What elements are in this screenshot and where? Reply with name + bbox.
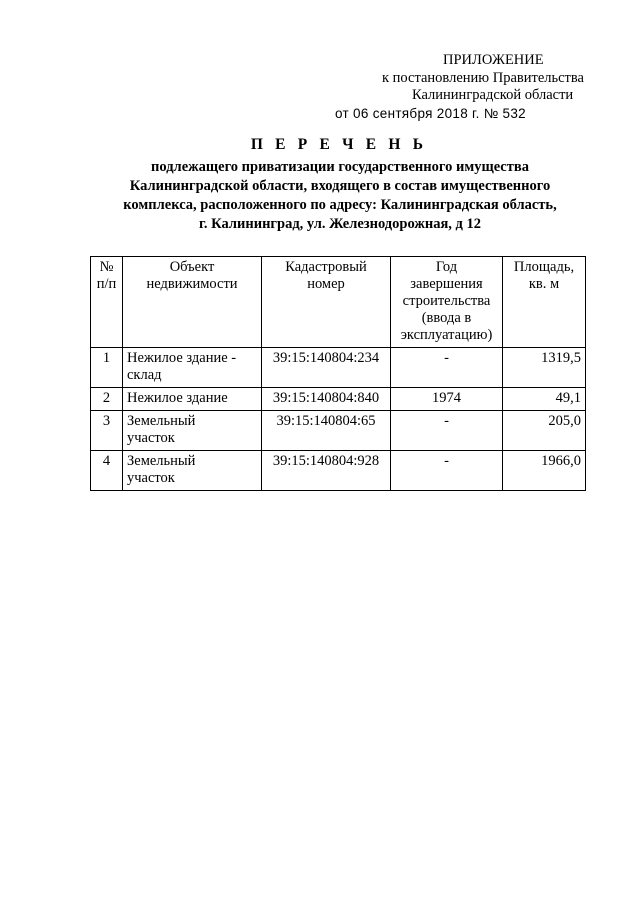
header-object: Объект недвижимости bbox=[123, 257, 262, 348]
row-area: 49,1 bbox=[503, 388, 586, 411]
header-cadastral: Кадастровый номер bbox=[262, 257, 391, 348]
row-object: Нежилое здание bbox=[123, 388, 262, 411]
title-line-2: Калининградской области, входящего в состав имущественного bbox=[129, 178, 551, 194]
row-cadastral: 39:15:140804:840 bbox=[262, 388, 391, 411]
row-object: Земельный участок bbox=[123, 451, 262, 491]
row-area: 205,0 bbox=[503, 411, 586, 451]
table-row bbox=[91, 451, 586, 491]
row-cadastral: 39:15:140804:928 bbox=[262, 451, 391, 491]
appendix-title: ПРИЛОЖЕНИЕ bbox=[443, 52, 544, 68]
row-num: 3 bbox=[91, 411, 123, 451]
header-year: Год завершения строительства (ввода в эксплуатацию) bbox=[391, 257, 503, 348]
row-year: 1974 bbox=[391, 388, 503, 411]
row-year: - bbox=[391, 451, 503, 491]
header-num: № п/п bbox=[91, 257, 123, 348]
document-title bbox=[0, 136, 640, 234]
table-row bbox=[91, 348, 586, 388]
row-num: 4 bbox=[91, 451, 123, 491]
title-heading: П Е Р Е Ч Е Н Ь bbox=[250, 136, 428, 153]
title-line-3: комплекса, расположенного по адресу: Калининградская область, bbox=[123, 197, 557, 213]
title-line-1: подлежащего приватизации государственного имущества bbox=[151, 159, 529, 175]
property-table bbox=[90, 256, 586, 491]
row-object: Нежилое здание - склад bbox=[123, 348, 262, 388]
row-num: 1 bbox=[91, 348, 123, 388]
appendix-date-number: от 06 сентября 2018 г. № 532 bbox=[335, 106, 526, 121]
title-line-4: г. Калининград, ул. Железнодорожная, д 12 bbox=[198, 216, 482, 232]
row-year: - bbox=[391, 411, 503, 451]
table-header-row bbox=[91, 257, 586, 348]
row-area: 1966,0 bbox=[503, 451, 586, 491]
row-cadastral: 39:15:140804:65 bbox=[262, 411, 391, 451]
table-row bbox=[91, 411, 586, 451]
row-num: 2 bbox=[91, 388, 123, 411]
table-row bbox=[91, 388, 586, 411]
appendix-decree-ref: к постановлению Правительства bbox=[382, 70, 584, 86]
row-object: Земельный участок bbox=[123, 411, 262, 451]
header-area: Площадь, кв. м bbox=[503, 257, 586, 348]
title-subtitle bbox=[40, 158, 640, 234]
row-year: - bbox=[391, 348, 503, 388]
row-cadastral: 39:15:140804:234 bbox=[262, 348, 391, 388]
row-area: 1319,5 bbox=[503, 348, 586, 388]
appendix-region: Калининградской области bbox=[412, 87, 574, 103]
